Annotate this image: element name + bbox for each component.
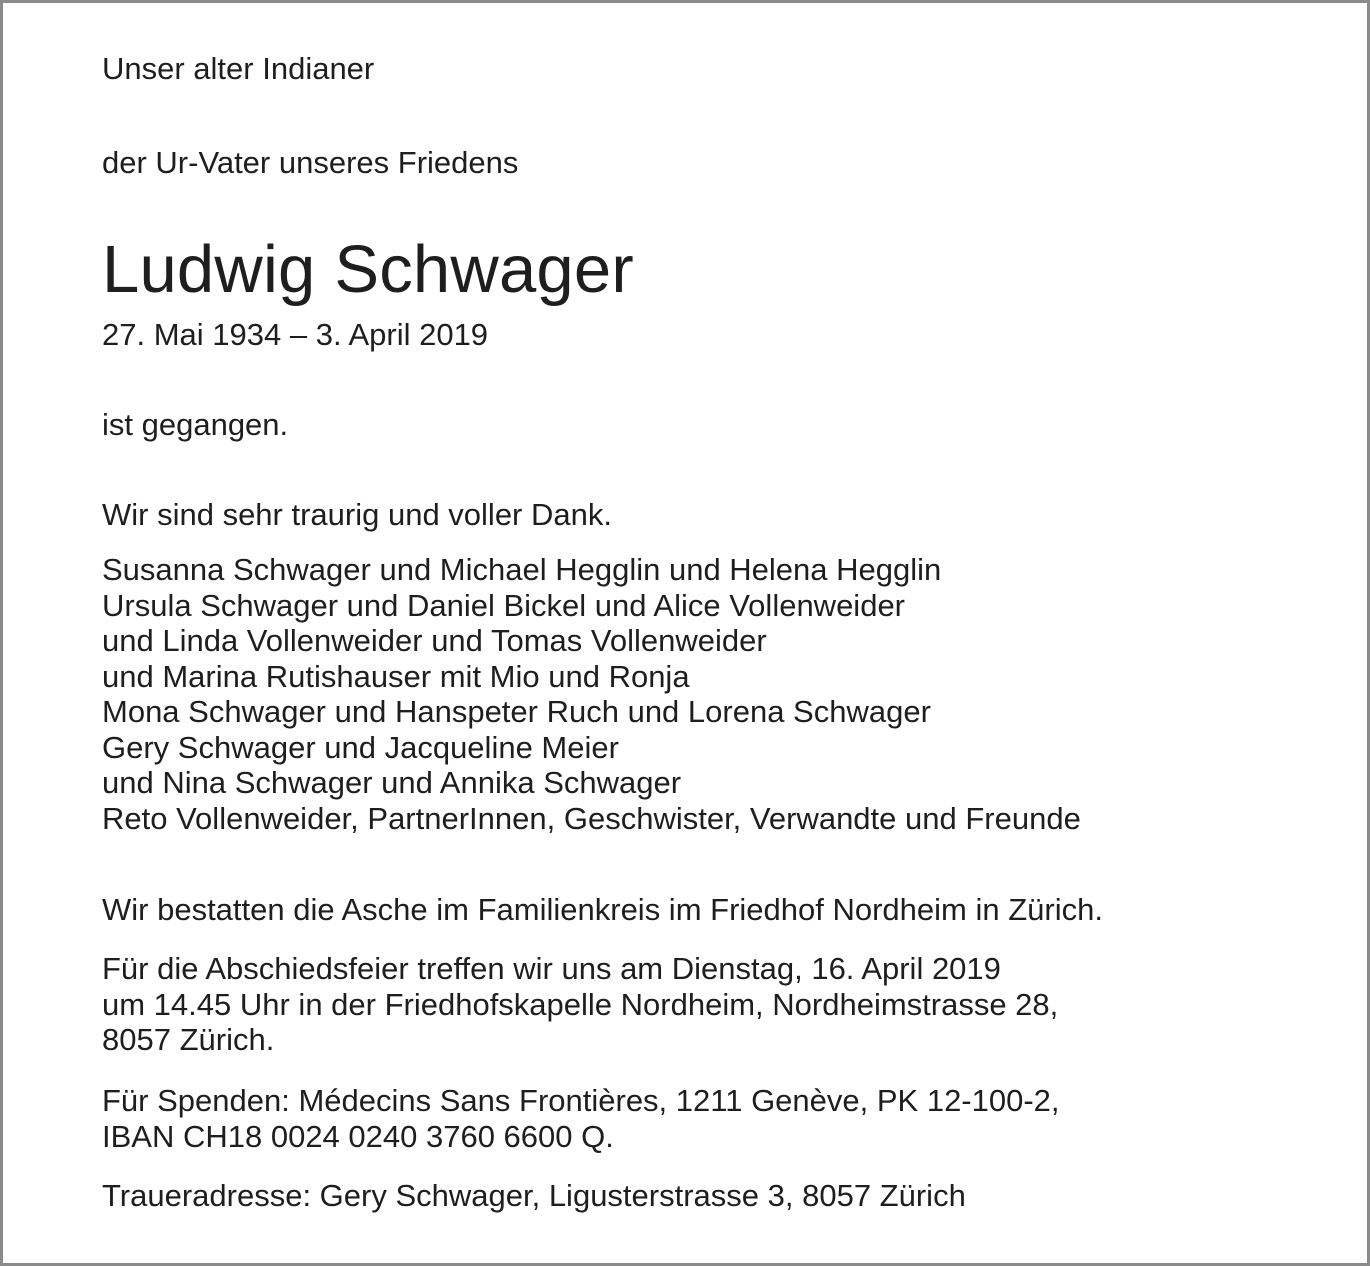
mourners-list: [102, 552, 1081, 836]
ceremony-info: [102, 951, 1058, 1058]
mourner-line: Reto Vollenweider, PartnerInnen, Geschwister, Verwandte und Freunde: [102, 800, 1081, 836]
life-dates: 27. Mai 1934 – 3. April 2019: [102, 317, 489, 352]
mourner-line: und Linda Vollenweider und Tomas Vollenweider: [102, 623, 767, 658]
subtitle-text: der Ur-Vater unseres Friedens: [102, 145, 519, 180]
mourner-line: Ursula Schwager und Daniel Bickel und Alice Vollenweider: [102, 587, 906, 623]
mourner-line: Susanna Schwager und Michael Hegglin und Helena Hegglin: [102, 552, 942, 587]
mourner-line: und Nina Schwager und Annika Schwager: [102, 765, 682, 800]
deceased-name: Ludwig Schwager: [102, 232, 634, 307]
ceremony-line: Für die Abschiedsfeier treffen wir uns am Dienstag, 16. April 2019: [102, 951, 1001, 986]
ceremony-line: um 14.45 Uhr in der Friedhofskapelle Nordheim, Nordheimstrasse 28,: [102, 986, 1059, 1022]
donation-line: IBAN CH18 0024 0240 3760 6600 Q.: [102, 1118, 614, 1154]
donation-info: [102, 1083, 1060, 1154]
mourner-line: Mona Schwager und Hanspeter Ruch und Lorena Schwager: [102, 694, 931, 729]
donation-line: Für Spenden: Médecins Sans Frontières, 1211 Genève, PK 12-100-2,: [102, 1083, 1060, 1118]
passed-text: ist gegangen.: [102, 407, 289, 442]
mourning-address: Traueradresse: Gery Schwager, Ligusterstrasse 3, 8057 Zürich: [102, 1178, 966, 1213]
mourner-line: Gery Schwager und Jacqueline Meier: [102, 729, 619, 765]
ceremony-line: 8057 Zürich.: [102, 1022, 275, 1057]
burial-text: Wir bestatten die Asche im Familienkreis im Friedhof Nordheim in Zürich.: [102, 892, 1103, 927]
gratitude-text: Wir sind sehr traurig und voller Dank.: [102, 497, 612, 532]
intro-text: Unser alter Indianer: [102, 51, 375, 86]
mourner-line: und Marina Rutishauser mit Mio und Ronja: [102, 658, 690, 694]
